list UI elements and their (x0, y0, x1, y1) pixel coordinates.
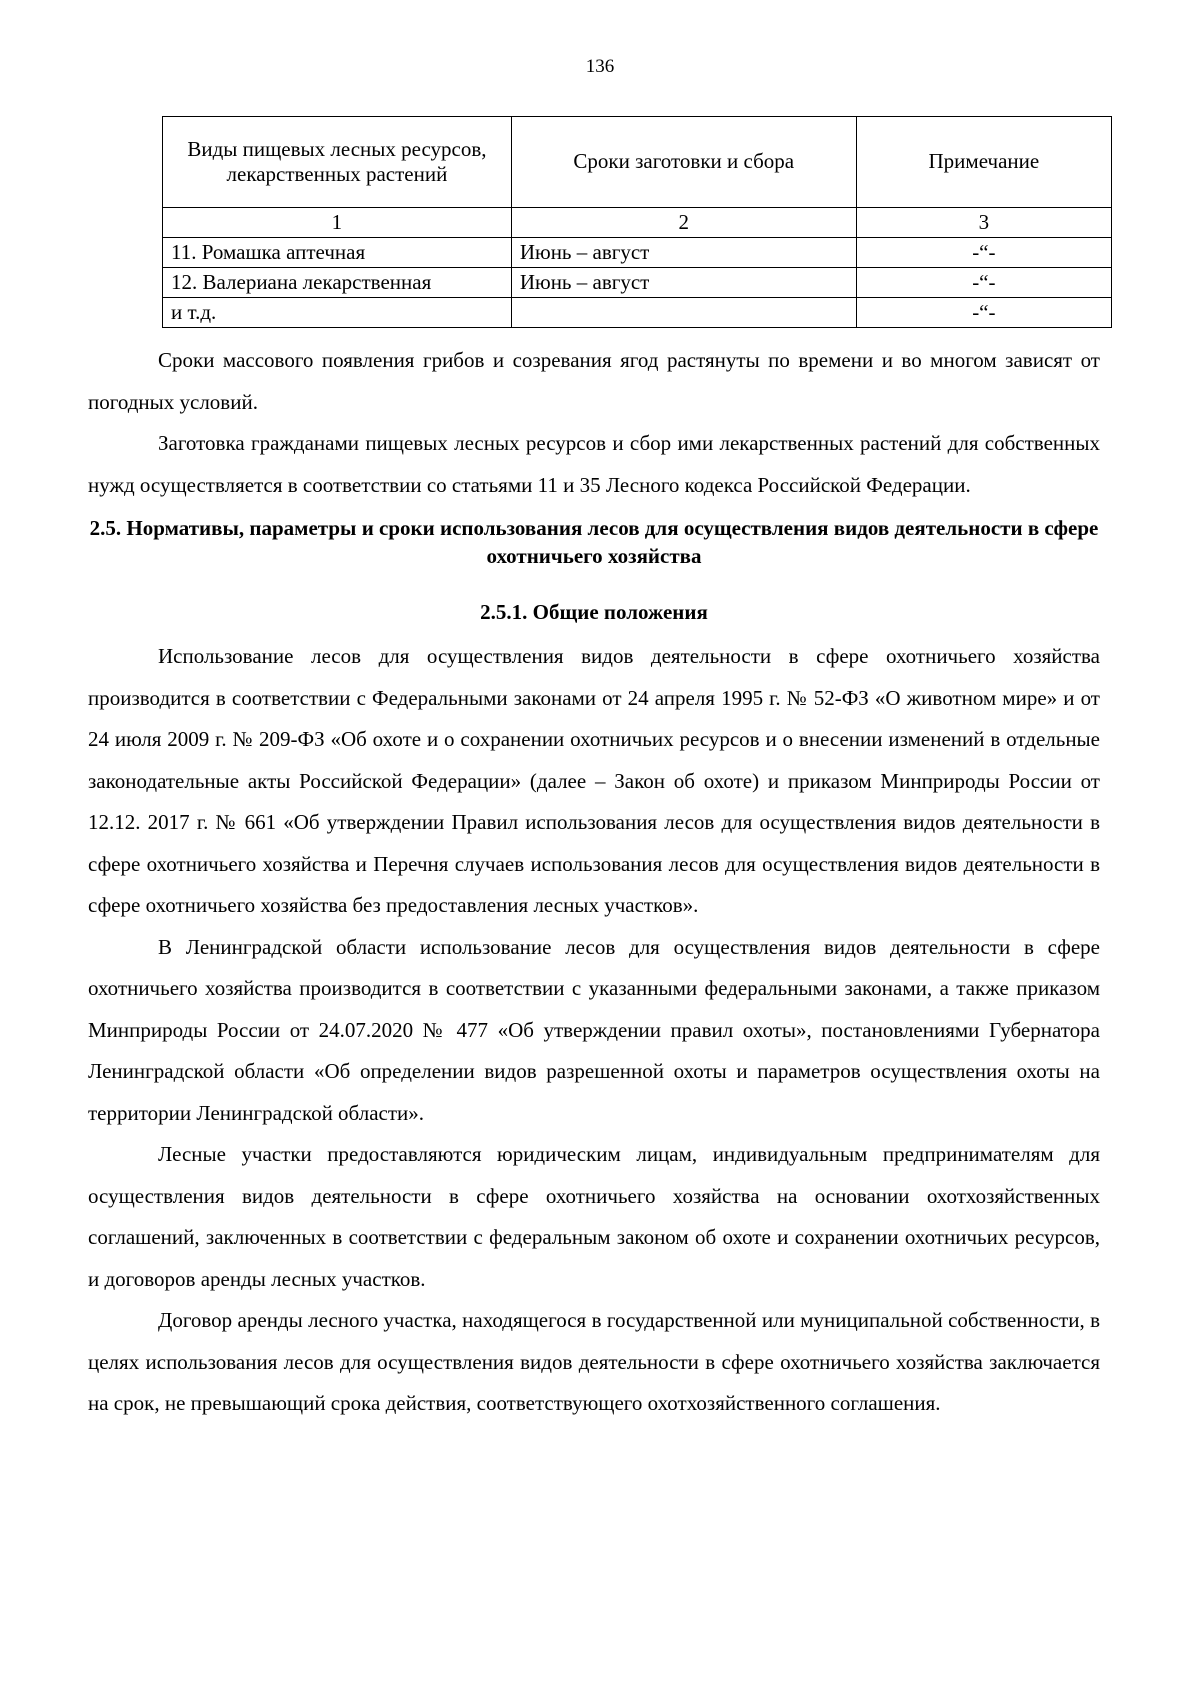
resource-name: 11. Ромашка аптечная (163, 238, 512, 268)
paragraph: Использование лесов для осуществления видов деятельности в сфере охотничьего хозяйства производится в соответствии с Федеральными законами от 24 апреля 1995 г. № 52-ФЗ «О животном мире» и от 24 июля 2009 г. № 209-ФЗ «Об охоте и о сохранении охотничьих ресурсов и о внесении изменений в отдельные законодательные акты Российской Федерации» (далее – Закон об охоте) и приказом Минприроды России от 12.12. 2017 г. № 661 «Об утверждении Правил использования лесов для осуществления видов деятельности в сфере охотничьего хозяйства и Перечня случаев использования лесов для осуществления видов деятельности в сфере охотничьего хозяйства без предоставления лесных участков». (88, 644, 1100, 917)
harvest-period: Июнь – август (511, 268, 856, 298)
paragraph: Договор аренды лесного участка, находящегося в государственной или муниципальной собственности, в целях использования лесов для осуществления видов деятельности в сфере охотничьего хозяйства заключается на срок, не превышающий срока действия, соответствующего охотхозяйственного соглашения. (88, 1308, 1100, 1415)
header-note: Примечание (856, 117, 1111, 208)
resource-name: и т.д. (163, 298, 512, 328)
subsection-heading: 2.5.1. Общие положения (480, 600, 708, 624)
table-row (163, 298, 1112, 328)
forest-resources-table (162, 116, 1112, 328)
column-number: 2 (511, 208, 856, 238)
table-column-numbers-row (163, 208, 1112, 238)
note: -“- (856, 268, 1111, 298)
document-body (88, 340, 1100, 1425)
header-harvest-period: Сроки заготовки и сбора (511, 117, 856, 208)
page-number: 136 (585, 56, 615, 77)
table-row (163, 238, 1112, 268)
harvest-period: Июнь – август (511, 238, 856, 268)
paragraph: Заготовка гражданами пищевых лесных ресурсов и сбор ими лекарственных растений для собственных нужд осуществляется в соответствии со статьями 11 и 35 Лесного кодекса Российской Федерации. (88, 431, 1100, 497)
note: -“- (856, 238, 1111, 268)
paragraph: Сроки массового появления грибов и созревания ягод растянуты по времени и во многом зависят от погодных условий. (88, 348, 1100, 414)
table-row (163, 268, 1112, 298)
paragraph: Лесные участки предоставляются юридическим лицам, индивидуальным предпринимателям для осуществления видов деятельности в сфере охотничьего хозяйства на основании охотхозяйственных соглашений, заключенных в соответствии с федеральным законом об охоте и сохранении охотничьих ресурсов, и договоров аренды лесных участков. (88, 1142, 1100, 1291)
table-header-row (163, 117, 1112, 208)
paragraph: В Ленинградской области использование лесов для осуществления видов деятельности в сфере охотничьего хозяйства производится в соответствии с указанными федеральными законами, а также приказом Минприроды России от 24.07.2020 № 477 «Об утверждении правил охоты», постановлениями Губернатора Ленинградской области «Об определении видов разрешенной охоты и параметров осуществления охоты на территории Ленинградской области». (88, 934, 1100, 1125)
column-number: 1 (163, 208, 512, 238)
section-heading: 2.5. Нормативы, параметры и сроки использования лесов для осуществления видов деятельности в сфере охотничьего хозяйства (89, 516, 1099, 568)
column-number: 3 (856, 208, 1111, 238)
resource-name: 12. Валериана лекарственная (163, 268, 512, 298)
note: -“- (856, 298, 1111, 328)
harvest-period (511, 298, 856, 328)
header-resource-type: Виды пищевых лесных ресурсов, лекарственных растений (163, 117, 512, 208)
